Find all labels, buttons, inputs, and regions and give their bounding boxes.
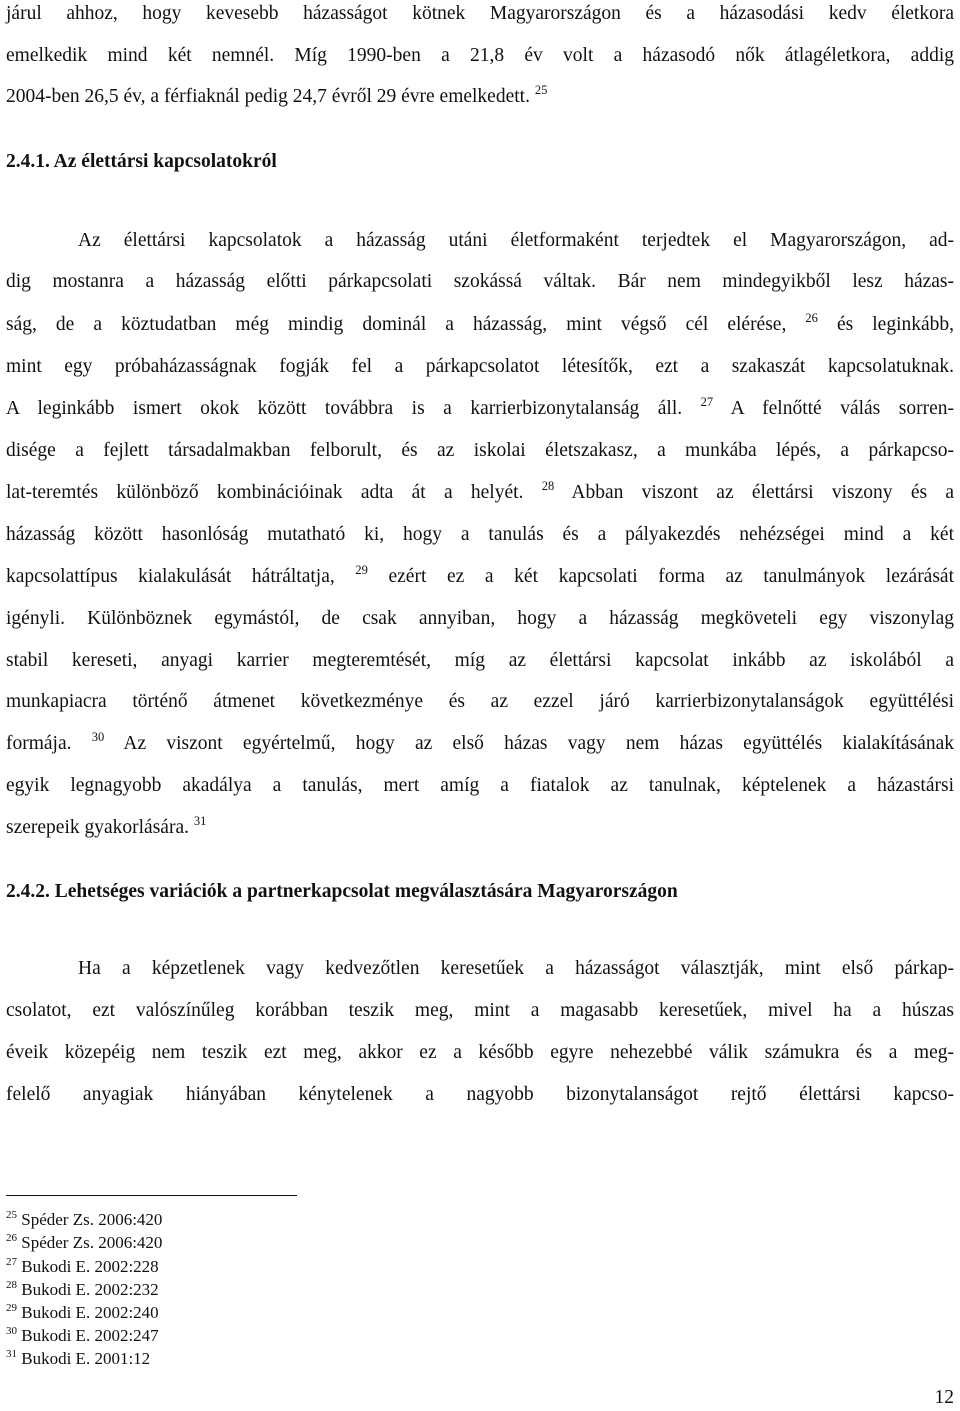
section-heading: 2.4.1. Az élettársi kapcsolatokról <box>6 151 277 172</box>
footnote-ref: 29 <box>355 563 368 577</box>
body-line: éveik közepéig nem teszik ezt meg, akkor ez a később egyre nehezebbé válik számukra és a meg- <box>6 1042 954 1063</box>
body-line: 2004-ben 26,5 év, a férfiaknál pedig 24,7 évről 29 évre emelkedett. $^{25}$ <box>6 83 548 107</box>
footnote: $^{29}$ Bukodi E. 2002:240 <box>6 1302 159 1322</box>
body-line: formája. $^{30}$ Az viszont egyértelmű, hogy az első házas vagy nem házas együttélés kialakításának <box>6 730 954 754</box>
body-line: szerepeik gyakorlására. $^{31}$ <box>6 814 207 838</box>
footnote: $^{27}$ Bukodi E. 2002:228 <box>6 1256 159 1276</box>
body-line: felelő anyagiak hiányában kénytelenek a nagyobb bizonytalanságot rejtő élettársi kapcso- <box>6 1084 954 1105</box>
body-line: házasság között hasonlóság mutatható ki, hogy a tanulás és a pályakezdés nehézségei mind a két <box>6 524 954 545</box>
body-line: kapcsolattípus kialakulását hátráltatja, $^{29}$ ezért ez a két kapcsolati forma az tanulmányok lezárását <box>6 563 955 587</box>
footnote-ref: 27 <box>700 395 714 409</box>
footnote-divider <box>6 1195 297 1196</box>
page-number: 12 <box>934 1387 954 1408</box>
body-line: Az élettársi kapcsolatok a házasság utáni életformaként terjedtek el Magyarországon, ad- <box>78 230 954 251</box>
body-line: ság, de a köztudatban még mindig dominál a házasság, mint végső cél elérése, $^{26}$ és leginkább, <box>6 311 955 335</box>
body-line: egyik legnagyobb akadálya a tanulás, mert amíg a fiatalok az tanulnak, képtelenek a házastársi <box>6 775 954 796</box>
body-line: emelkedik mind két nemnél. Míg 1990-ben a 21,8 év volt a házasodó nők átlagéletkora, addig <box>6 45 954 66</box>
body-line: Ha a képzetlenek vagy kedvezőtlen keresetűek a házasságot választják, mint első párkap- <box>78 958 954 979</box>
footnote-ref: 28 <box>541 479 555 493</box>
footnote-ref: 26 <box>805 311 818 325</box>
footnote: $^{26}$ Spéder Zs. 2006:420 <box>6 1232 163 1252</box>
body-line: munkapiacra történő átmenet következménye és az ezzel járó karrierbizonytalanságok együttélési <box>6 691 954 712</box>
body-line: disége a fejlett társadalmakban felborult, és az iskolai életszakasz, a munkába lépés, a párkapcso- <box>6 440 954 461</box>
body-line: stabil kereseti, anyagi karrier megteremtését, míg az élettársi kapcsolat inkább az iskolából a <box>6 650 954 671</box>
body-line: dig mostanra a házasság előtti párkapcsolati szokássá váltak. Bár nem mindegyikből lesz házas- <box>6 271 954 292</box>
section-heading: 2.4.2. Lehetséges variációk a partnerkapcsolat megválasztására Magyarországon <box>6 881 678 902</box>
footnote: $^{30}$ Bukodi E. 2002:247 <box>6 1325 159 1345</box>
body-line: igényli. Különböznek egymástól, de csak annyiban, hogy a házasság megköveteli egy viszonylag <box>6 608 954 629</box>
body-line: csolatot, ezt valószínűleg korábban teszik meg, mint a magasabb keresetűek, mivel ha a húszas <box>6 1000 954 1021</box>
body-line: járul ahhoz, hogy kevesebb házasságot kötnek Magyarországon és a házasodási kedv életkora <box>6 3 954 24</box>
footnote-ref: 30 <box>91 730 105 744</box>
footnote: $^{25}$ Spéder Zs. 2006:420 <box>6 1209 163 1229</box>
body-line: A leginkább ismert okok között továbbra is a karrierbizonytalanság áll. $^{27}$ A felnőtté válás sorren- <box>6 395 954 419</box>
footnote-ref: 25 <box>534 83 548 97</box>
body-line: mint egy próbaházasságnak fogják fel a párkapcsolatot létesítők, ezt a szakaszát kapcsolatuknak. <box>6 356 954 377</box>
footnote: $^{28}$ Bukodi E. 2002:232 <box>6 1279 159 1299</box>
footnote: $^{31}$ Bukodi E. 2001:12 <box>6 1348 151 1368</box>
footnote-ref: 31 <box>193 814 207 828</box>
body-line: lat-teremtés különböző kombinációinak adta át a helyét. $^{28}$ Abban viszont az élettársi viszony és a <box>6 479 954 503</box>
